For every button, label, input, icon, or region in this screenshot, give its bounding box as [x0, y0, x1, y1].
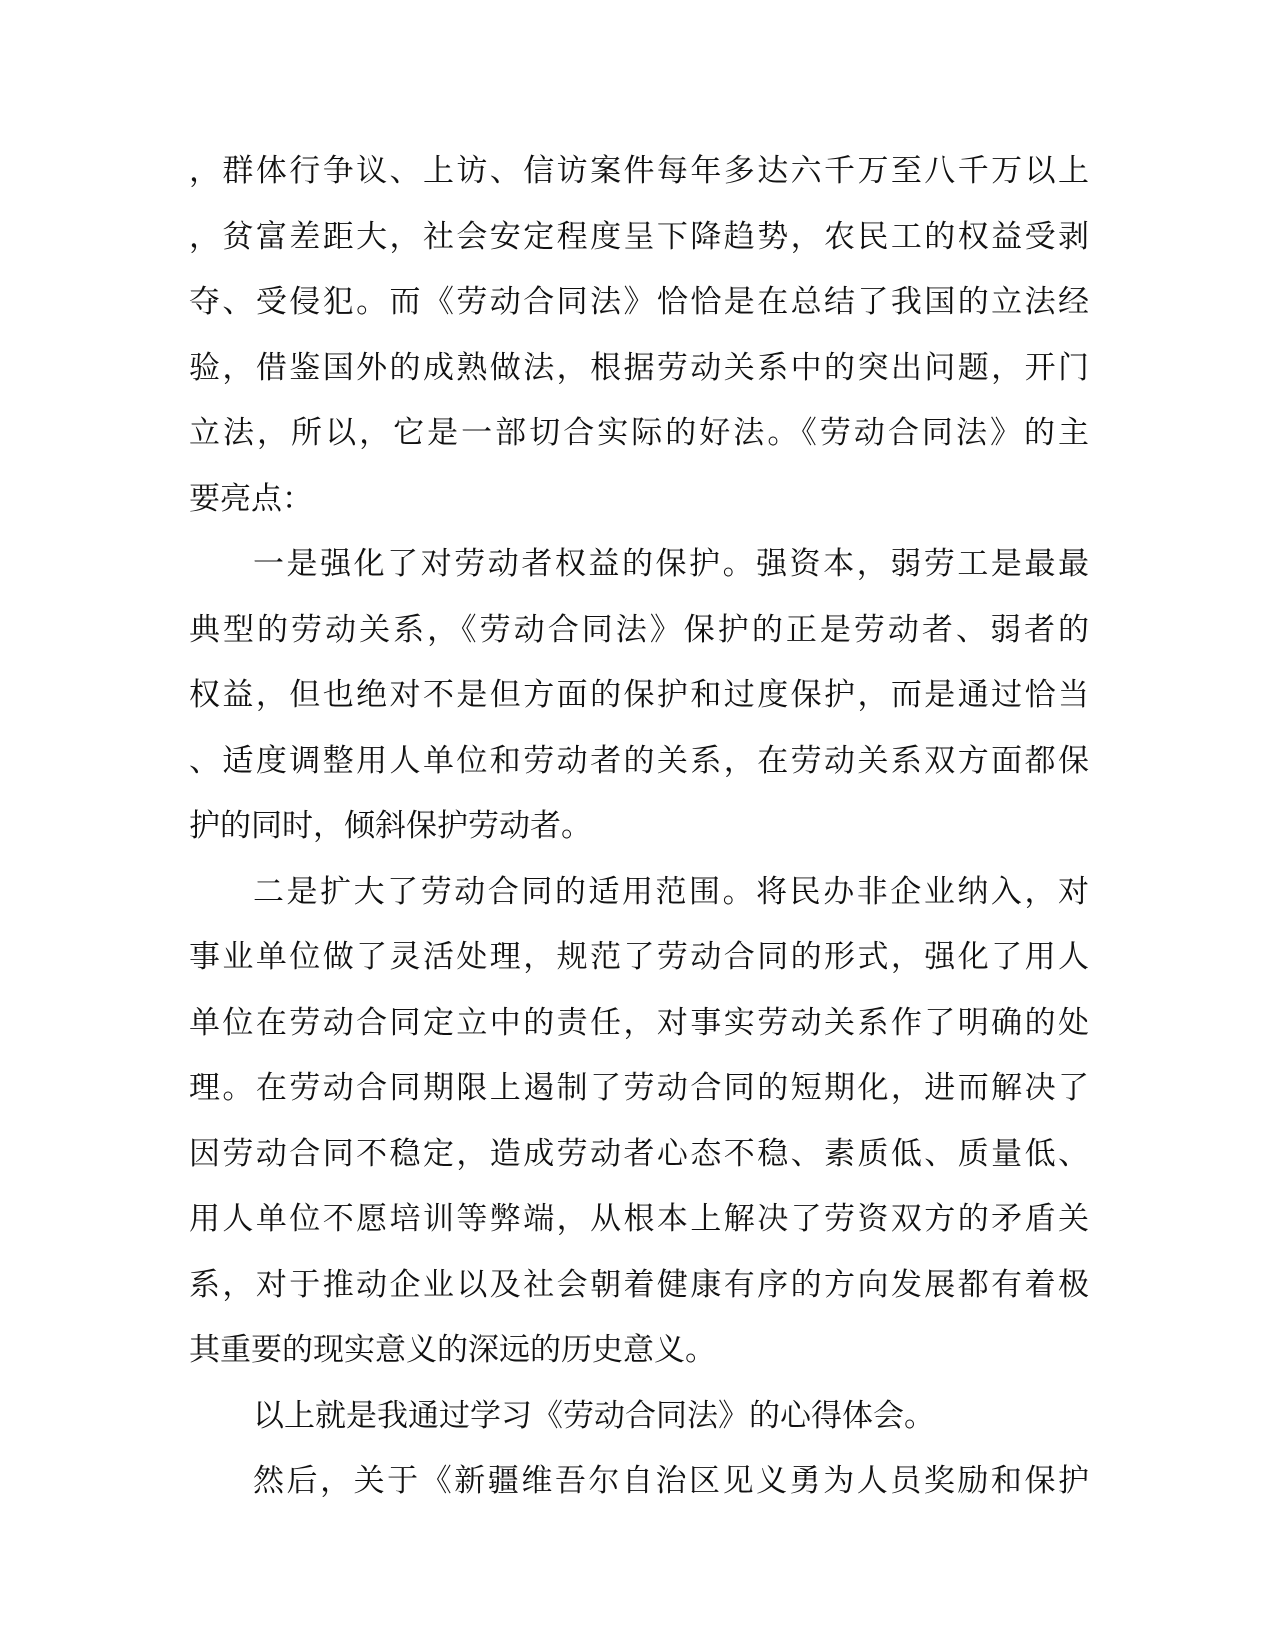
text-line: ，贫富差距大，社会安定程度呈下降趋势，农民工的权益受剥	[189, 218, 1089, 255]
document-body	[189, 139, 1089, 1515]
text-line: 夺、受侵犯。而《劳动合同法》恰恰是在总结了我国的立法经	[189, 284, 1089, 320]
text-line: 理。在劳动合同期限上遏制了劳动合同的短期化，进而解决了	[189, 1070, 1089, 1106]
text-line: 典型的劳动关系，《劳动合同法》保护的正是劳动者、弱者的	[189, 611, 1089, 648]
text-line: 、适度调整用人单位和劳动者的关系，在劳动关系双方面都保	[189, 742, 1089, 779]
text-line: 以上就是我通过学习《劳动合同法》的心得体会。	[253, 1397, 935, 1434]
text-line: 一是强化了对劳动者权益的保护。强资本，弱劳工是最最	[253, 546, 1089, 582]
text-line: 事业单位做了灵活处理，规范了劳动合同的形式，强化了用人	[189, 939, 1089, 975]
text-line: 用人单位不愿培训等弊端，从根本上解决了劳资双方的矛盾关	[189, 1201, 1089, 1237]
text-line: 因劳动合同不稳定，造成劳动者心态不稳、素质低、质量低、	[189, 1135, 1089, 1172]
text-line: 其重要的现实意义的深远的历史意义。	[189, 1332, 716, 1368]
text-line: 然后，关于《新疆维吾尔自治区见义勇为人员奖励和保护	[253, 1463, 1089, 1499]
text-line: 立法，所以，它是一部切合实际的好法。《劳动合同法》的主	[189, 415, 1089, 451]
text-line: 验，借鉴国外的成熟做法，根据劳动关系中的突出问题，开门	[189, 349, 1089, 386]
text-line: 要亮点：	[189, 480, 313, 517]
text-line: 单位在劳动合同定立中的责任，对事实劳动关系作了明确的处	[189, 1004, 1089, 1041]
text-line: 系，对于推动企业以及社会朝着健康有序的方向发展都有着极	[189, 1266, 1089, 1303]
text-line: 护的同时，倾斜保护劳动者。	[189, 808, 592, 844]
text-line: ，群体行争议、上访、信访案件每年多达六千万至八千万以上	[189, 153, 1089, 189]
text-line: 权益，但也绝对不是但方面的保护和过度保护，而是通过恰当	[189, 677, 1089, 713]
text-line: 二是扩大了劳动合同的适用范围。将民办非企业纳入，对	[253, 873, 1089, 910]
